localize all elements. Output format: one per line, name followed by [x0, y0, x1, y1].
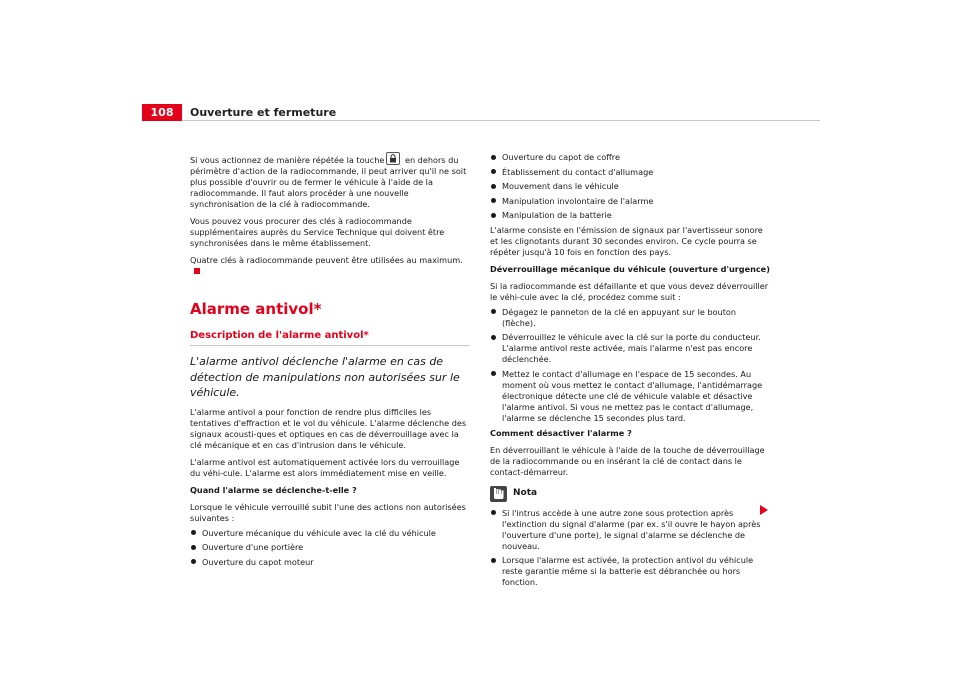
when-heading: Quand l'alarme se déclenche-t-elle ? — [190, 484, 357, 495]
list-item: Établissement du contact d'allumage — [490, 167, 770, 178]
header-rule — [182, 120, 820, 121]
nota-list — [490, 508, 770, 589]
subsection-rule — [190, 345, 470, 346]
page-number: 108 — [142, 104, 182, 121]
paragraph-activation: L'alarme antivol est automatiquement activée lors du verrouillage du véhi-cule. L'alarme est alors immédiatement mise en veille. — [190, 456, 460, 478]
list-item: Ouverture du capot de coffre — [490, 152, 770, 163]
list-item: Déverrouillez le véhicule avec la clé sur la porte du conducteur. L'alarme antivol reste activée, mais l'alarme n'est pas encore déclenchée. — [490, 332, 770, 365]
paragraph-signal: L'alarme consiste en l'émission de signaux par l'avertisseur sonore et les clignotants durant 30 secondes environ. Ce cycle pourra se répéter jusqu'à 10 fois en fonction des pays. — [490, 224, 763, 257]
disable-text: En déverrouillant le véhicule à l'aide de la touche de déverrouillage de la radiocommande ou en insérant la clé de contact dans le contact-démarreur. — [490, 444, 765, 477]
list-item: Lorsque l'alarme est activée, la protection antivol du véhicule reste garantie même si la batterie est débranchée ou hors fonction. — [490, 555, 770, 588]
when-text: Lorsque le véhicule verrouillé subit l'une des actions non autorisées suivantes : — [190, 501, 466, 523]
nota-header — [490, 486, 770, 504]
subsection-title: Description de l'alarme antivol* — [190, 330, 369, 341]
list-item: Dégagez le panneton de la clé en appuyant sur le bouton (flèche). — [490, 307, 770, 329]
unlock-steps — [490, 307, 770, 424]
disable-heading: Comment désactiver l'alarme ? — [490, 427, 632, 438]
running-title: Ouverture et fermeture — [190, 106, 337, 119]
trigger-list-continued — [490, 152, 770, 221]
unlock-heading: Déverrouillage mécanique du véhicule (ouverture d'urgence) — [490, 263, 770, 274]
paragraph-sync: Si vous actionnez de manière répétée la touche en dehors du périmètre d'action de la radiocommande, il peut arriver qu'il ne soit plus possible d'ouvrir ou de fermer le véhicule à l'aide de la radiocommande. Il faut alors procéder à une nouvelle synchronisation de la clé à radiocommande. — [190, 152, 470, 210]
trigger-list — [190, 528, 470, 568]
lock-key-icon — [386, 152, 400, 165]
paragraph-max-keys: Quatre clés à radiocommande peuvent être utilisées au maximum. — [190, 255, 470, 277]
section-title: Alarme antivol* — [190, 300, 322, 318]
nota-label: Nota — [513, 487, 538, 498]
note-hand-icon — [490, 486, 507, 502]
list-item: Si l'intrus accède à une autre zone sous protection après l'extinction du signal d'alarme (par ex. s'il ouvre le hayon après l'ouverture d'une porte), le signal d'alarme se déclenche de nouveau. — [490, 508, 770, 552]
continue-arrow-icon — [760, 505, 768, 515]
paragraph-extra-keys: Vous pouvez vous procurer des clés à radiocommande supplémentaires auprès du Service Technique qui doivent être synchronisées dans le même établissement. — [190, 216, 445, 248]
list-item: Ouverture mécanique du véhicule avec la clé du véhicule — [190, 528, 470, 539]
list-item: Manipulation de la batterie — [490, 210, 770, 221]
unlock-text: Si la radiocommande est défaillante et que vous devez déverrouiller le véhi-cule avec la clé, procédez comme suit : — [490, 280, 769, 302]
left-column — [190, 152, 470, 571]
list-item: Ouverture du capot moteur — [190, 557, 470, 568]
list-item: Manipulation involontaire de l'alarme — [490, 196, 770, 207]
intro-text: L'alarme antivol déclenche l'alarme en cas de détection de manipulations non autorisées sur le véhicule. — [190, 355, 460, 399]
right-column — [490, 152, 770, 592]
end-of-section-marker — [194, 268, 200, 274]
list-item: Ouverture d'une portière — [190, 542, 470, 553]
paragraph-purpose: L'alarme antivol a pour fonction de rendre plus difficiles les tentatives d'effraction et le vol du véhicule. L'alarme déclenche des signaux acousti-ques et optiques en cas de déverrouillage avec la clé mécanique et en cas d'intrusion dans le véhicule. — [190, 406, 467, 450]
list-item: Mettez le contact d'allumage en l'espace de 15 secondes. Au moment où vous mettez le contact d'allumage, l'antidémarrage électronique détecte une clé de véhicule valable et désactive l'alarme antivol. Si vous ne mettez pas le contact d'allumage, l'alarme se déclenche 15 secondes plus tard. — [490, 369, 770, 424]
list-item: Mouvement dans le véhicule — [490, 181, 770, 192]
